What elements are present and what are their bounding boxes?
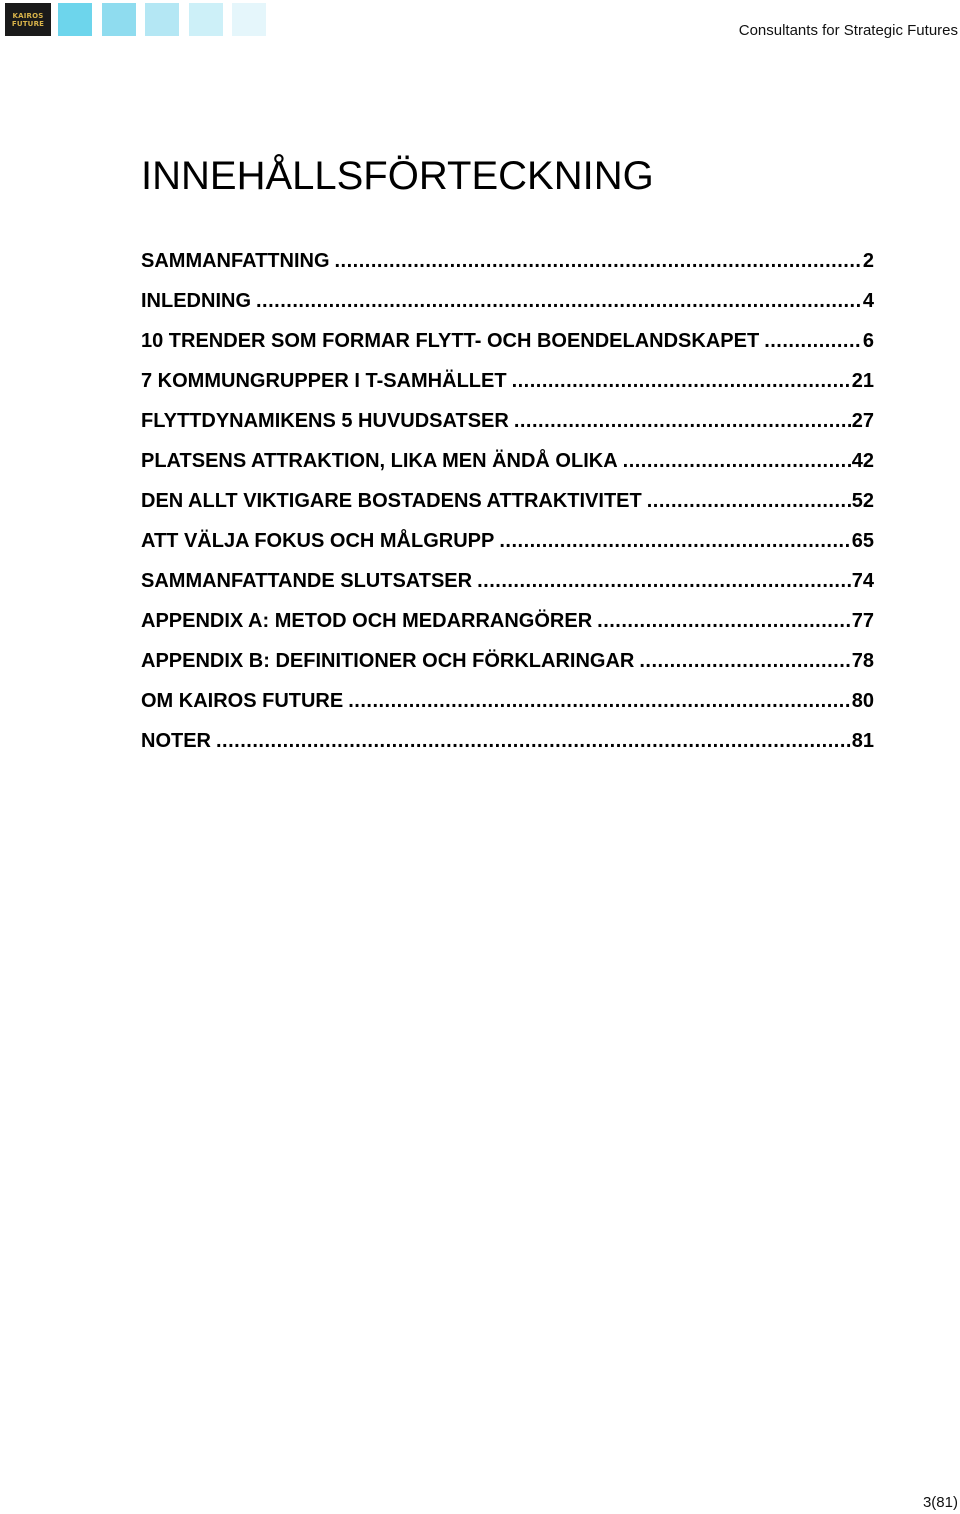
toc-dot-leader — [623, 447, 851, 475]
toc-entry-title: DEN ALLT VIKTIGARE BOSTADENS ATTRAKTIVITET — [141, 490, 642, 512]
toc-dot-leader — [499, 527, 850, 555]
toc-entry[interactable] — [141, 567, 874, 607]
toc-dot-leader — [647, 487, 851, 515]
toc-entry[interactable] — [141, 487, 874, 527]
toc-entry-page-number: 21 — [851, 370, 874, 392]
toc-entry[interactable] — [141, 687, 874, 727]
toc-entry-title: ATT VÄLJA FOKUS OCH MÅLGRUPP — [141, 530, 495, 552]
toc-entry[interactable] — [141, 327, 874, 367]
toc-entry[interactable] — [141, 287, 874, 327]
header-color-swatch-2 — [102, 3, 136, 36]
toc-entry-page-number: 2 — [862, 250, 874, 272]
toc-entry-page-number: 74 — [851, 570, 874, 592]
toc-entry[interactable] — [141, 407, 874, 447]
kairos-future-logo — [5, 3, 51, 36]
toc-entry[interactable] — [141, 367, 874, 407]
toc-entry[interactable] — [141, 447, 874, 487]
toc-dot-leader — [335, 247, 862, 275]
header-color-swatch-1 — [58, 3, 92, 36]
toc-entry-title: NOTER — [141, 730, 211, 752]
toc-dot-leader — [597, 607, 851, 635]
toc-entry-title: OM KAIROS FUTURE — [141, 690, 344, 712]
header-color-swatch-4 — [189, 3, 223, 36]
toc-dot-leader — [514, 407, 851, 435]
header-color-swatch-5 — [232, 3, 266, 36]
table-of-contents — [141, 247, 874, 767]
toc-entry-page-number: 52 — [851, 490, 874, 512]
toc-dot-leader — [512, 367, 851, 395]
toc-entry-page-number: 4 — [862, 290, 874, 312]
toc-entry-page-number: 65 — [851, 530, 874, 552]
toc-entry[interactable] — [141, 607, 874, 647]
toc-entry-page-number: 27 — [851, 410, 874, 432]
toc-entry[interactable] — [141, 727, 874, 767]
toc-entry-title: INLEDNING — [141, 290, 251, 312]
toc-entry-page-number: 78 — [851, 650, 874, 672]
toc-entry-title: 7 KOMMUNGRUPPER I T-SAMHÄLLET — [141, 370, 507, 392]
toc-entry-title: SAMMANFATTNING — [141, 250, 330, 272]
toc-entry-page-number: 77 — [851, 610, 874, 632]
toc-entry-page-number: 6 — [862, 330, 874, 352]
toc-entry-title: PLATSENS ATTRAKTION, LIKA MEN ÄNDÅ OLIKA — [141, 450, 618, 472]
page-number: 3(81) — [922, 1494, 958, 1511]
toc-entry-page-number: 42 — [851, 450, 874, 472]
toc-entry-title: 10 TRENDER SOM FORMAR FLYTT- OCH BOENDELANDSKAPET — [141, 330, 760, 352]
toc-entry[interactable] — [141, 247, 874, 287]
toc-entry-title: FLYTTDYNAMIKENS 5 HUVUDSATSER — [141, 410, 509, 432]
toc-entry-title: APPENDIX A: METOD OCH MEDARRANGÖRER — [141, 610, 593, 632]
header-color-swatch-3 — [145, 3, 179, 36]
toc-dot-leader — [764, 327, 862, 355]
toc-entry-title: SAMMANFATTANDE SLUTSATSER — [141, 570, 473, 592]
toc-entry-title: APPENDIX B: DEFINITIONER OCH FÖRKLARINGAR — [141, 650, 635, 672]
page-title: INNEHÅLLSFÖRTECKNING — [141, 154, 654, 198]
toc-dot-leader — [477, 567, 851, 595]
toc-dot-leader — [256, 287, 862, 315]
logo-text-line2: FUTURE — [11, 19, 45, 28]
toc-entry-page-number: 81 — [851, 730, 874, 752]
toc-entry[interactable] — [141, 527, 874, 567]
toc-entry[interactable] — [141, 647, 874, 687]
toc-dot-leader — [216, 727, 851, 755]
page-header — [0, 0, 960, 40]
header-tagline: Consultants for Strategic Futures — [738, 22, 958, 39]
toc-dot-leader — [639, 647, 850, 675]
logo-text-line1: KAIROS — [12, 11, 44, 20]
toc-entry-page-number: 80 — [851, 690, 874, 712]
toc-dot-leader — [348, 687, 851, 715]
